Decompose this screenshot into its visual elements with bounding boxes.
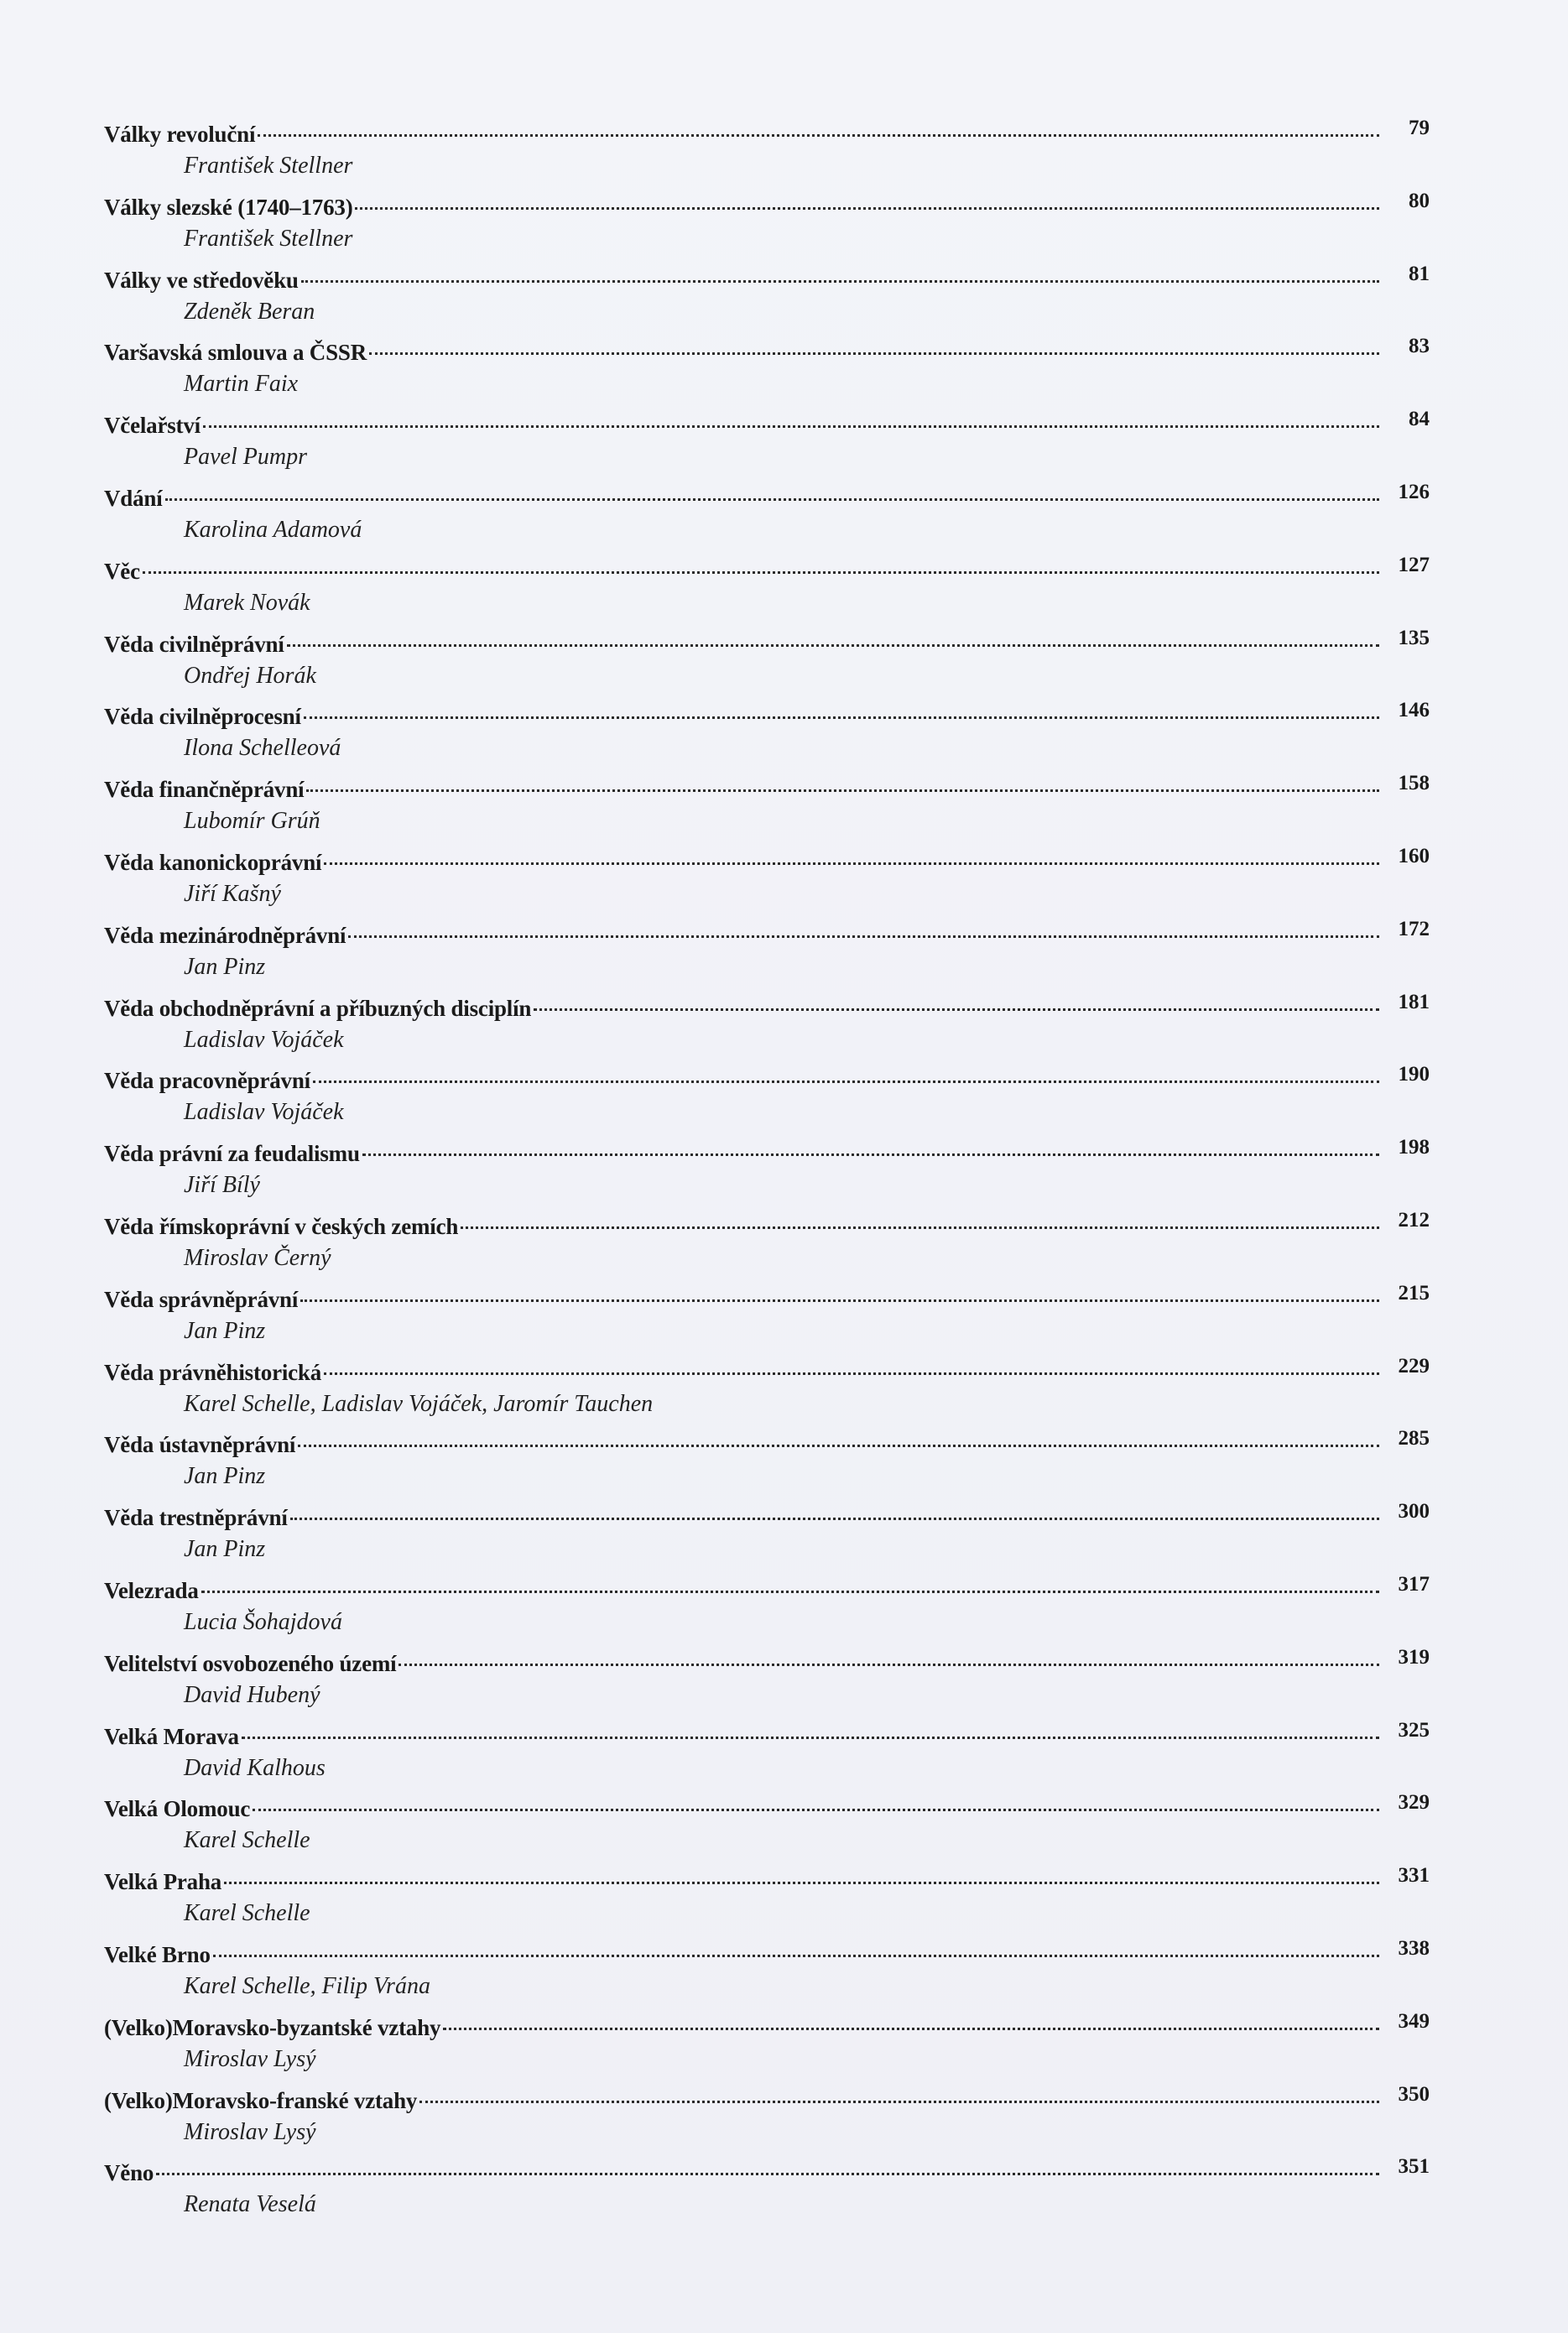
page-number: 84	[1409, 408, 1430, 431]
page-number: 135	[1398, 626, 1430, 649]
entry-title: Věda právněhistorická	[104, 1359, 322, 1385]
toc-entry-row	[104, 1492, 1430, 1536]
toc-entry-row	[104, 400, 1430, 444]
toc-entry-row	[104, 1347, 1430, 1391]
toc-entry	[104, 1565, 1430, 1638]
entry-title: Velká Olomouc	[104, 1796, 251, 1822]
toc-entry	[104, 182, 1430, 255]
toc-entry	[104, 1711, 1430, 1784]
toc-entry	[104, 1492, 1430, 1565]
entry-title: Věda trestněprávní	[104, 1505, 288, 1531]
page-number: 160	[1398, 844, 1430, 867]
dot-leader	[362, 1153, 1379, 1156]
toc-entry	[104, 910, 1430, 983]
dot-leader	[213, 1955, 1379, 1957]
dot-leader	[287, 644, 1379, 647]
entry-title: Velitelství osvobozeného území	[104, 1650, 397, 1676]
toc-entry-row	[104, 2075, 1430, 2119]
toc-entry	[104, 327, 1430, 400]
dot-leader	[201, 1591, 1379, 1593]
entry-author: Jan Pinz	[184, 1536, 266, 1563]
toc-entry	[104, 1638, 1430, 1711]
entry-title: Věda římskoprávní v českých zemích	[104, 1213, 459, 1239]
dot-leader	[348, 935, 1379, 938]
entry-title: Varšavská smlouva a ČSSR	[104, 340, 367, 366]
entry-author: Miroslav Lysý	[184, 2045, 316, 2072]
dot-leader	[419, 2101, 1379, 2103]
entry-author: Pavel Pumpr	[184, 444, 307, 471]
toc-entry	[104, 546, 1430, 619]
page-number: 181	[1398, 990, 1430, 1013]
toc-entry	[104, 1055, 1430, 1128]
toc-entry	[104, 2002, 1430, 2075]
page-number: 172	[1398, 917, 1430, 940]
dot-leader	[399, 1664, 1379, 1666]
page-number: 317	[1398, 1572, 1430, 1596]
page-number: 351	[1398, 2155, 1430, 2179]
entry-title: Velezrada	[104, 1577, 199, 1603]
toc-entry-row	[104, 1055, 1430, 1099]
toc-entry-row	[104, 837, 1430, 881]
toc-entry	[104, 619, 1430, 692]
toc-entry	[104, 2148, 1430, 2221]
toc-entry-row	[104, 1638, 1430, 1682]
entry-title: Velká Morava	[104, 1723, 239, 1749]
toc-entry-row	[104, 691, 1430, 735]
entry-title: Věda správněprávní	[104, 1286, 299, 1312]
toc-entry-row	[104, 546, 1430, 590]
toc-entry-row	[104, 910, 1430, 954]
entry-author: Lubomír Grúň	[184, 808, 320, 835]
page-number: 229	[1398, 1354, 1430, 1377]
dot-leader	[304, 716, 1379, 719]
page-number: 212	[1398, 1208, 1430, 1232]
toc-entry	[104, 109, 1430, 182]
toc-entry-row	[104, 1929, 1430, 1973]
toc-entry	[104, 1347, 1430, 1420]
entry-title: Vdání	[104, 485, 163, 511]
toc-entry	[104, 1857, 1430, 1929]
toc-entry	[104, 1201, 1430, 1274]
page-number: 325	[1398, 1718, 1430, 1742]
entry-title: Věda pracovněprávní	[104, 1068, 310, 1094]
toc-entry	[104, 400, 1430, 473]
page-number: 319	[1398, 1645, 1430, 1669]
toc-entry-row	[104, 1201, 1430, 1245]
entry-author: Miroslav Černý	[184, 1244, 331, 1271]
entry-title: Války revoluční	[104, 122, 256, 147]
toc-entry-row	[104, 1419, 1430, 1463]
dot-leader	[443, 2028, 1379, 2030]
dot-leader	[369, 352, 1379, 355]
dot-leader	[253, 1809, 1379, 1811]
page-number: 349	[1398, 2009, 1430, 2033]
entry-author: Karel Schelle, Filip Vrána	[184, 1972, 430, 1999]
toc-entry-row	[104, 983, 1430, 1027]
toc-entry	[104, 1784, 1430, 1857]
entry-author: Ladislav Vojáček	[184, 1099, 344, 1126]
toc-entry-row	[104, 1857, 1430, 1900]
entry-title: Včelařství	[104, 413, 201, 439]
entry-title: Věda mezinárodněprávní	[104, 922, 346, 948]
dot-leader	[306, 789, 1379, 792]
entry-author: Miroslav Lysý	[184, 2118, 316, 2145]
entry-author: Karel Schelle, Ladislav Vojáček, Jaromír Tauchen	[184, 1390, 654, 1417]
page-number: 80	[1409, 189, 1430, 212]
toc-entry-row	[104, 327, 1430, 371]
dot-leader	[534, 1008, 1379, 1011]
entry-title: Války slezské (1740–1763)	[104, 194, 353, 220]
page-number: 215	[1398, 1281, 1430, 1305]
page-number: 350	[1398, 2082, 1430, 2106]
entry-author: Jan Pinz	[184, 953, 266, 980]
dot-leader	[313, 1081, 1379, 1083]
dot-leader	[461, 1226, 1379, 1229]
dot-leader	[156, 2173, 1379, 2175]
toc-entry	[104, 837, 1430, 910]
entry-title: Věc	[104, 558, 140, 584]
dot-leader	[290, 1518, 1379, 1520]
entry-author: Karolina Adamová	[184, 516, 362, 543]
entry-author: Jiří Bílý	[184, 1172, 260, 1199]
toc-entry-row	[104, 619, 1430, 663]
page-number: 338	[1398, 1936, 1430, 1960]
toc-entry-row	[104, 182, 1430, 226]
entry-author: Zdeněk Beran	[184, 298, 315, 325]
toc-entry	[104, 1419, 1430, 1492]
entry-title: Velká Praha	[104, 1869, 222, 1895]
page-number: 331	[1398, 1864, 1430, 1888]
entry-title: Věno	[104, 2160, 154, 2186]
toc-entry-row	[104, 764, 1430, 808]
dot-leader	[203, 425, 1379, 428]
entry-author: Lucia Šohajdová	[184, 1608, 342, 1635]
page-number: 146	[1398, 699, 1430, 722]
page-number: 81	[1409, 262, 1430, 285]
entry-author: Jan Pinz	[184, 1317, 266, 1344]
page-number: 126	[1398, 480, 1430, 503]
toc-entry-row	[104, 1711, 1430, 1755]
toc-entry	[104, 1128, 1430, 1201]
entry-author: Karel Schelle	[184, 1900, 310, 1927]
entry-title: Věda kanonickoprávní	[104, 849, 322, 875]
entry-author: Martin Faix	[184, 371, 299, 398]
dot-leader	[165, 498, 1379, 501]
entry-author: Ondřej Horák	[184, 662, 316, 689]
entry-title: Věda obchodněprávní a příbuzných disciplín	[104, 995, 532, 1021]
entry-title: Velké Brno	[104, 1941, 211, 1967]
entry-title: Věda právní za feudalismu	[104, 1141, 360, 1167]
dot-leader	[324, 862, 1379, 865]
page-number: 127	[1398, 553, 1430, 576]
entry-title: Věda civilněprávní	[104, 631, 284, 657]
entry-author: František Stellner	[184, 153, 353, 179]
page-number: 285	[1398, 1427, 1430, 1450]
toc-entry-row	[104, 2148, 1430, 2191]
entry-author: Ladislav Vojáček	[184, 1026, 344, 1053]
toc-entry	[104, 1274, 1430, 1347]
toc-entry	[104, 691, 1430, 764]
entry-author: František Stellner	[184, 225, 353, 252]
toc-entry-row	[104, 255, 1430, 299]
toc-entry-row	[104, 1784, 1430, 1827]
page-number: 300	[1398, 1500, 1430, 1523]
dot-leader	[355, 207, 1379, 210]
toc-entry	[104, 255, 1430, 328]
entry-author: Marek Novák	[184, 589, 310, 616]
dot-leader	[298, 1445, 1379, 1447]
entry-author: Ilona Schelleová	[184, 735, 341, 762]
page-number: 190	[1398, 1063, 1430, 1086]
entry-title: Věda civilněprocesní	[104, 704, 301, 730]
entry-author: Renata Veselá	[184, 2191, 316, 2218]
entry-title: Věda ústavněprávní	[104, 1432, 296, 1458]
page-number: 329	[1398, 1791, 1430, 1815]
dot-leader	[301, 280, 1379, 283]
toc-entry-row	[104, 2002, 1430, 2046]
page-number: 83	[1409, 335, 1430, 358]
entry-author: Karel Schelle	[184, 1827, 310, 1854]
toc-entry	[104, 473, 1430, 546]
toc-entry-row	[104, 1128, 1430, 1172]
table-of-contents	[104, 109, 1430, 2221]
entry-author: Jan Pinz	[184, 1463, 266, 1490]
toc-entry	[104, 983, 1430, 1056]
toc-entry-row	[104, 109, 1430, 153]
dot-leader	[324, 1372, 1379, 1375]
dot-leader	[258, 134, 1379, 137]
toc-entry-row	[104, 473, 1430, 517]
entry-title: Války ve středověku	[104, 267, 299, 293]
toc-entry	[104, 764, 1430, 837]
entry-author: Jiří Kašný	[184, 880, 281, 907]
entry-title: (Velko)Moravsko-byzantské vztahy	[104, 2014, 441, 2040]
entry-author: David Kalhous	[184, 1754, 326, 1781]
entry-author: David Hubený	[184, 1681, 320, 1708]
toc-entry	[104, 2075, 1430, 2148]
toc-entry	[104, 1929, 1430, 2002]
toc-entry-row	[104, 1565, 1430, 1609]
page-number: 198	[1398, 1136, 1430, 1159]
page-number: 79	[1409, 117, 1430, 139]
toc-entry-row	[104, 1274, 1430, 1318]
entry-title: Věda finančněprávní	[104, 777, 305, 803]
dot-leader	[143, 571, 1379, 574]
dot-leader	[242, 1737, 1379, 1739]
dot-leader	[224, 1882, 1379, 1884]
dot-leader	[300, 1299, 1379, 1302]
page-number: 158	[1398, 772, 1430, 795]
entry-title: (Velko)Moravsko-franské vztahy	[104, 2087, 418, 2113]
